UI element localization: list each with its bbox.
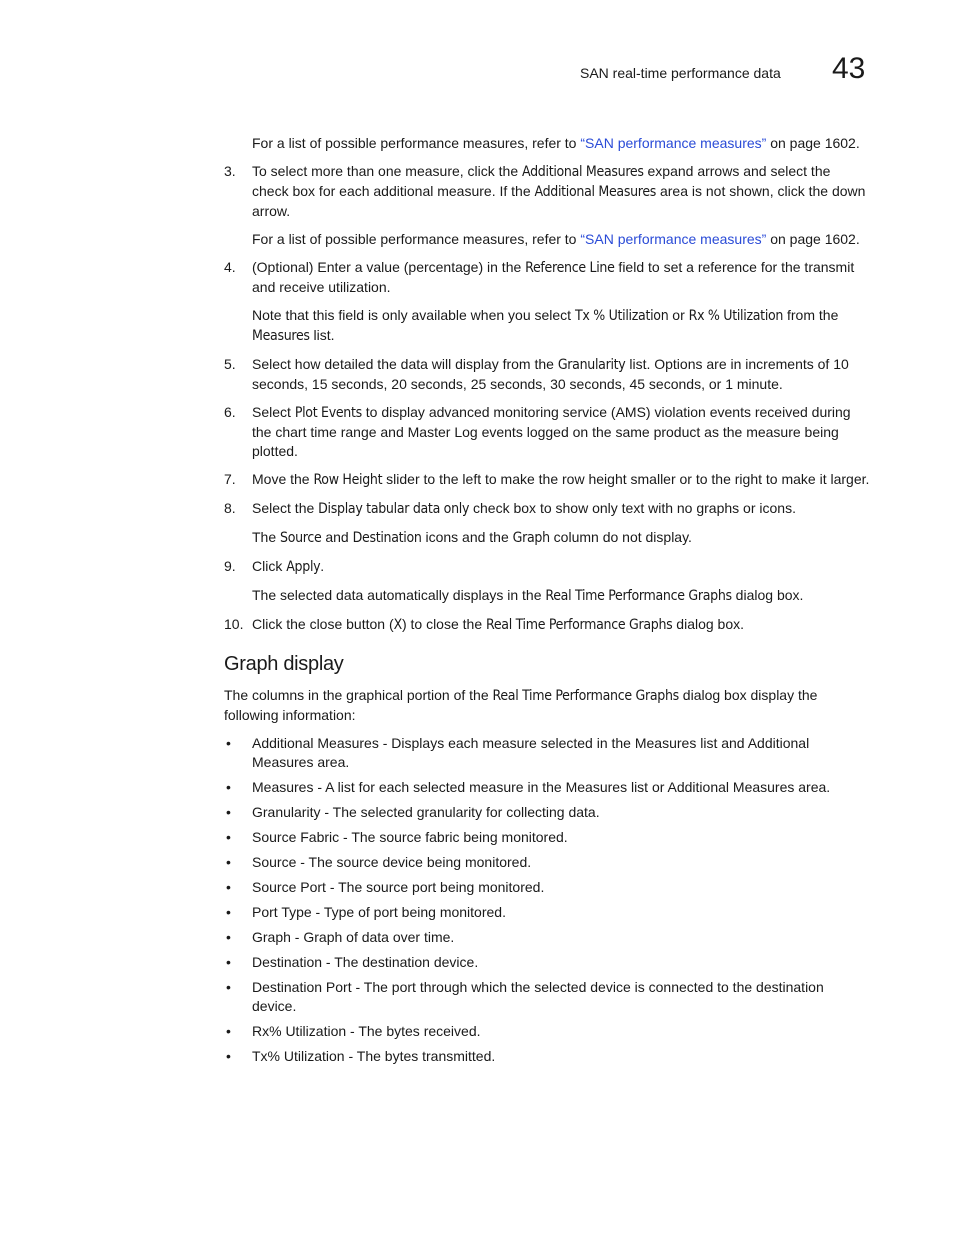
step-9: 9. Click Apply. xyxy=(224,558,325,575)
step-8-note: The Source and Destination icons and the Graph column do not display. xyxy=(252,529,692,546)
san-performance-measures-link-2[interactable]: “SAN performance measures” xyxy=(580,231,767,247)
section-heading-graph-display: Graph display xyxy=(224,653,344,675)
list-item: • Destination - The destination device. xyxy=(226,954,479,970)
step-6: 6. Select Plot Events to display advanced monitoring service (AMS) violation events received during the chart time range and Master Log events logged on the same product as the measure being plotted. xyxy=(224,404,851,459)
step-4: 4. (Optional) Enter a value (percentage) in the Reference Line field to set a reference for the transmit and receive utilization. xyxy=(224,259,855,295)
step-7: 7. Move the Row Height slider to the left to make the row height smaller or to the right to make it larger. xyxy=(224,471,870,488)
list-item: • Graph - Graph of data over time. xyxy=(226,929,455,945)
ref-paragraph-2: For a list of possible performance measures, refer to “SAN performance measures” on page 1602. xyxy=(252,231,860,247)
list-item: • Tx% Utilization - The bytes transmitted. xyxy=(226,1048,496,1064)
running-header-title: SAN real-time performance data xyxy=(580,65,781,81)
list-item: • Source Fabric - The source fabric being monitored. xyxy=(226,829,568,845)
step-8: 8. Select the Display tabular data only check box to show only text with no graphs or icons. xyxy=(224,500,796,517)
column-bullet-list xyxy=(224,734,870,1066)
step-10: 10. Click the close button (X) to close the Real Time Performance Graphs dialog box. xyxy=(224,616,745,633)
section-intro: The columns in the graphical portion of the Real Time Performance Graphs dialog box display the following information: xyxy=(224,687,818,723)
san-performance-measures-link[interactable]: “SAN performance measures” xyxy=(580,135,767,151)
step-9-note: The selected data automatically displays in the Real Time Performance Graphs dialog box. xyxy=(252,587,804,604)
ref-paragraph: For a list of possible performance measures, refer to “SAN performance measures” on page 1602. xyxy=(252,135,860,151)
list-item: • Additional Measures - Displays each measure selected in the Measures list and Additional Measures area. xyxy=(226,735,810,770)
list-item: • Source Port - The source port being monitored. xyxy=(226,879,545,895)
step-3: 3. To select more than one measure, click the Additional Measures expand arrows and select the check box for each additional measure. If the Additional Measures area is not shown, click the down arrow. xyxy=(224,163,866,219)
step-5: 5. Select how detailed the data will display from the Granularity list. Options are in increments of 10 seconds, 15 seconds, 20 seconds, 25 seconds, 30 seconds, 45 seconds, or 1 minute. xyxy=(224,356,849,392)
chapter-number: 43 xyxy=(832,52,866,85)
list-item: • Destination Port - The port through which the selected device is connected to the destination device. xyxy=(226,979,824,1014)
list-item: • Port Type - Type of port being monitored. xyxy=(226,904,506,920)
list-item: • Measures - A list for each selected measure in the Measures list or Additional Measures area. xyxy=(226,779,831,795)
list-item: • Source - The source device being monitored. xyxy=(226,854,532,870)
step-4-note: Note that this field is only available when you select Tx % Utilization or Rx % Utilization from the Measures list. xyxy=(252,307,839,344)
list-item: • Rx% Utilization - The bytes received. xyxy=(226,1023,481,1039)
list-item: • Granularity - The selected granularity for collecting data. xyxy=(226,804,600,820)
page-content xyxy=(224,134,870,1066)
